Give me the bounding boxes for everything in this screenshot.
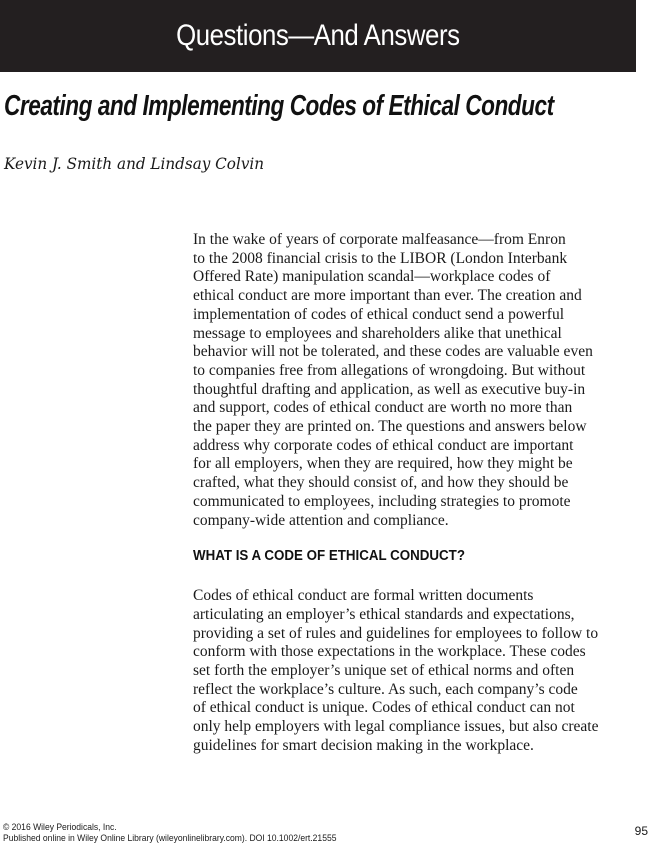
text-line: behavior will not be tolerated, and these codes are valuable even <box>193 343 593 361</box>
section-heading: WHAT IS A CODE OF ETHICAL CONDUCT? <box>193 548 465 565</box>
body-column <box>193 231 650 756</box>
text-line: address why corporate codes of ethical conduct are important <box>193 436 574 454</box>
text-line: set forth the employer’s unique set of ethical norms and often <box>193 662 575 680</box>
text-line: for all employers, when they are required, how they might be <box>193 455 573 473</box>
text-line: crafted, what they should consist of, and how they should be <box>193 474 569 492</box>
text-line: implementation of codes of ethical conduct send a powerful <box>193 305 565 323</box>
page-number: 95 <box>634 824 648 838</box>
text-line: communicated to employees, including strategies to promote <box>193 492 571 510</box>
text-line: message to employees and shareholders alike that unethical <box>193 324 562 342</box>
text-line: reflect the workplace’s culture. As such, each company’s code <box>193 680 578 698</box>
text-line: guidelines for smart decision making in the workplace. <box>193 736 534 754</box>
text-line: Offered Rate) manipulation scandal—workplace codes of <box>193 268 551 286</box>
article-authors: Kevin J. Smith and Lindsay Colvin <box>4 154 265 173</box>
text-line: In the wake of years of corporate malfeasance—from Enron <box>193 231 566 248</box>
text-line: articulating an employer’s ethical standards and expectations, <box>193 605 575 623</box>
text-line: to companies free from allegations of wrongdoing. But without <box>193 361 586 379</box>
section-banner <box>0 0 636 72</box>
text-line: Codes of ethical conduct are formal written documents <box>193 587 534 605</box>
text-line: the paper they are printed on. The questions and answers below <box>193 418 587 436</box>
text-line: conform with those expectations in the workplace. These codes <box>193 643 586 661</box>
text-line: company-wide attention and compliance. <box>193 511 449 529</box>
text-line: only help employers with legal compliance issues, but also create <box>193 718 599 736</box>
copyright-notice: © 2016 Wiley Periodicals, Inc. <box>3 822 117 833</box>
text-line: providing a set of rules and guidelines for employees to follow to <box>193 624 599 642</box>
publication-info: Published online in Wiley Online Library (wileyonlinelibrary.com). DOI 10.1002/ert.21555 <box>3 833 337 844</box>
text-line: to the 2008 financial crisis to the LIBOR (London Interbank <box>193 249 568 267</box>
section-paragraph <box>193 587 650 755</box>
banner-title: Questions—And Answers <box>176 19 460 52</box>
intro-paragraph <box>193 231 650 530</box>
text-line: thoughtful drafting and application, as well as executive buy-in <box>193 380 586 398</box>
text-line: ethical conduct are more important than ever. The creation and <box>193 287 582 305</box>
footer-credits <box>3 822 336 844</box>
text-line: of ethical conduct is unique. Codes of ethical conduct can not <box>193 699 575 717</box>
text-line: and support, codes of ethical conduct are worth no more than <box>193 399 573 417</box>
article-title: Creating and Implementing Codes of Ethical Conduct <box>4 90 554 122</box>
